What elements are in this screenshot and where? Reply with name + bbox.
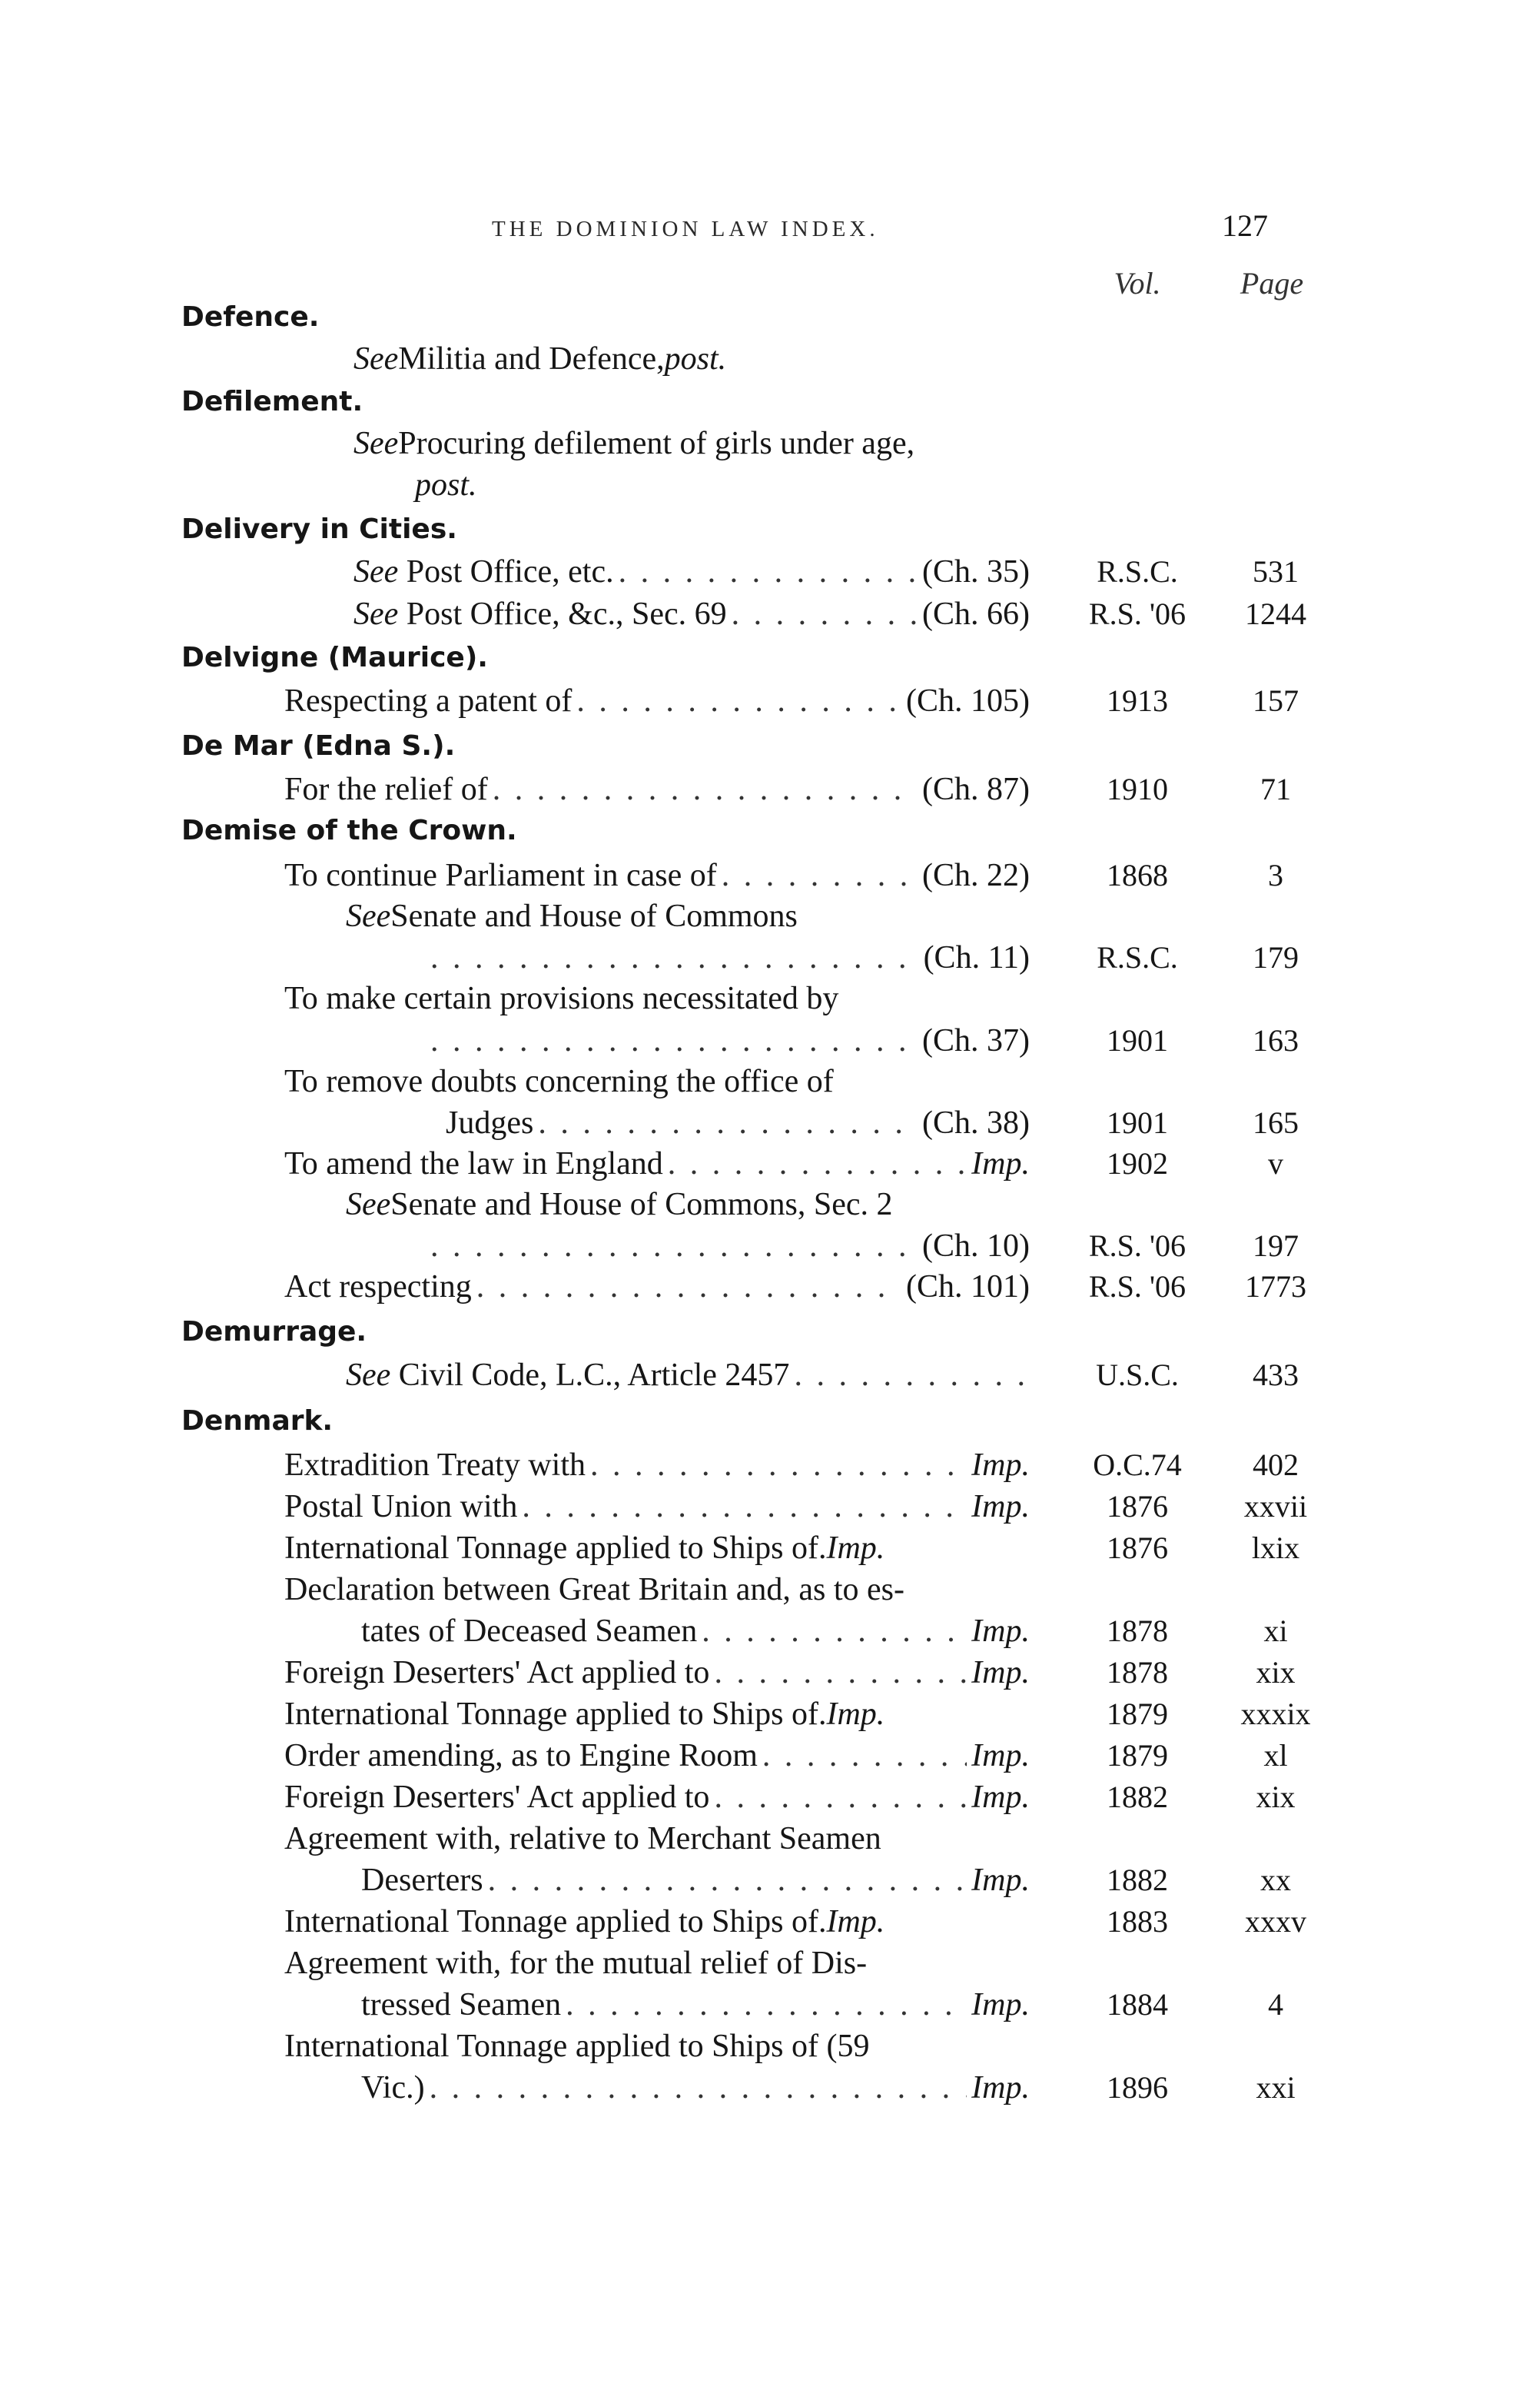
volume-value: 1878: [1107, 1655, 1168, 1690]
entry-heading: Defence.: [181, 301, 320, 333]
page-value: 197: [1253, 1228, 1299, 1263]
entry-line: tressed Seamen . . . Imp.: [361, 1986, 1030, 2023]
page-value: xxi: [1256, 2070, 1296, 2105]
entry-line: Declaration between Great Britain and, as to es-: [284, 1572, 905, 1607]
entry-line: Agreement with, relative to Merchant Seamen: [284, 1821, 881, 1856]
entry-line: Deserters . . . Imp.: [361, 1862, 1030, 1899]
volume-value: 1878: [1107, 1614, 1168, 1648]
page-value: xxxix: [1240, 1697, 1311, 1731]
volume-value: 1884: [1107, 1987, 1168, 2022]
entry-heading: Denmark.: [181, 1405, 334, 1437]
volume-value: 1879: [1107, 1697, 1168, 1731]
entry-line: Foreign Deserters' Act applied to . . . Imp.: [284, 1654, 1030, 1691]
volume-value: 1868: [1107, 858, 1168, 892]
entry-line: Agreement with, for the mutual relief of Dis-: [284, 1946, 868, 1981]
entry-line: . . . (Ch. 10): [430, 1228, 1030, 1265]
entry-heading: Defilement.: [181, 386, 363, 417]
entry-line: Order amending, as to Engine Room . . . Imp.: [284, 1737, 1030, 1774]
running-title: THE DOMINION LAW INDEX.: [492, 217, 879, 241]
page-value: lxix: [1251, 1531, 1300, 1565]
entry-line: Act respecting . . . (Ch. 101): [284, 1268, 1030, 1305]
entry-heading: Delivery in Cities.: [181, 513, 457, 545]
volume-value: R.S.C.: [1097, 554, 1178, 589]
entry-line: International Tonnage applied to Ships of. Imp.: [284, 1697, 885, 1732]
entry-line: post.: [415, 467, 477, 503]
volume-value: U.S.C.: [1096, 1358, 1179, 1392]
entry-heading: De Mar (Edna S.).: [181, 730, 456, 762]
entry-line: To remove doubts concerning the office of: [284, 1064, 834, 1099]
entry-line: tates of Deceased Seamen . . . Imp.: [361, 1613, 1030, 1650]
entry-line: Foreign Deserters' Act applied to . . . Imp.: [284, 1779, 1030, 1816]
entry-line: For the relief of . . . (Ch. 87): [284, 771, 1030, 808]
volume-value: 1901: [1107, 1105, 1168, 1140]
volume-value: O.C.74: [1093, 1447, 1182, 1482]
column-header-vol: Vol.: [1114, 266, 1161, 301]
volume-value: R.S. '06: [1088, 1228, 1187, 1263]
entry-line: . . . (Ch. 11): [430, 939, 1030, 976]
entry-line: To amend the law in England . . . Imp.: [284, 1145, 1030, 1182]
entry-line: See Procuring defilement of girls under age,: [353, 426, 915, 461]
page-number: 127: [1222, 208, 1268, 243]
entry-line: See Militia and Defence, post.: [353, 341, 727, 377]
entry-line: To make certain provisions necessitated by: [284, 981, 839, 1016]
page-value: 4: [1268, 1987, 1283, 2022]
entry-line: See Senate and House of Commons, Sec. 2: [346, 1187, 893, 1222]
entry-line: . . . (Ch. 37): [430, 1022, 1030, 1059]
entry-line: To continue Parliament in case of . . . (Ch. 22): [284, 857, 1030, 894]
entry-line: Extradition Treaty with . . . Imp.: [284, 1447, 1030, 1484]
volume-value: 1901: [1107, 1023, 1168, 1058]
volume-value: R.S. '06: [1088, 597, 1187, 631]
volume-value: 1902: [1107, 1146, 1168, 1181]
page-value: 1244: [1245, 597, 1306, 631]
page-value: 163: [1253, 1023, 1299, 1058]
volume-value: R.S. '06: [1088, 1269, 1187, 1304]
page-value: 1773: [1245, 1269, 1306, 1304]
page-value: 433: [1253, 1358, 1299, 1392]
entry-heading: Demise of the Crown.: [181, 815, 517, 846]
volume-value: 1879: [1107, 1738, 1168, 1773]
entry-line: See Civil Code, L.C., Article 2457 . . .: [346, 1357, 1030, 1394]
entry-heading: Delvigne (Maurice).: [181, 642, 488, 673]
page-value: 402: [1253, 1447, 1299, 1482]
volume-value: 1883: [1107, 1904, 1168, 1939]
page-value: xxxv: [1245, 1904, 1306, 1939]
entry-line: Respecting a patent of . . . (Ch. 105): [284, 683, 1030, 720]
page-value: 179: [1253, 940, 1299, 975]
volume-value: 1896: [1107, 2070, 1168, 2105]
page-value: xix: [1256, 1655, 1296, 1690]
volume-value: 1913: [1107, 683, 1168, 718]
volume-value: 1882: [1107, 1780, 1168, 1814]
page-value: xx: [1260, 1863, 1291, 1897]
page-value: xl: [1263, 1738, 1288, 1773]
entry-line: See Post Office, etc. . . . (Ch. 35): [353, 553, 1030, 590]
page-value: 157: [1253, 683, 1299, 718]
entry-line: International Tonnage applied to Ships of. Imp.: [284, 1531, 885, 1566]
volume-value: R.S.C.: [1097, 940, 1178, 975]
volume-value: 1876: [1107, 1531, 1168, 1565]
page-value: 3: [1268, 858, 1283, 892]
page-value: xix: [1256, 1780, 1296, 1814]
page-value: 531: [1253, 554, 1299, 589]
page-value: v: [1268, 1146, 1283, 1181]
column-header-page: Page: [1240, 266, 1304, 301]
page-value: xi: [1263, 1614, 1288, 1648]
volume-value: 1882: [1107, 1863, 1168, 1897]
entry-heading: Demurrage.: [181, 1316, 367, 1348]
volume-value: 1876: [1107, 1489, 1168, 1524]
entry-line: See Senate and House of Commons: [346, 899, 798, 934]
entry-line: Judges . . . (Ch. 38): [446, 1105, 1030, 1142]
entry-line: International Tonnage applied to Ships of (59: [284, 2029, 870, 2064]
entry-line: Postal Union with . . . Imp.: [284, 1488, 1030, 1525]
entry-line: See Post Office, &c., Sec. 69 . . . (Ch. 66): [353, 596, 1030, 633]
page-value: xxvii: [1243, 1489, 1308, 1524]
page-value: 71: [1260, 772, 1291, 806]
page-value: 165: [1253, 1105, 1299, 1140]
entry-line: International Tonnage applied to Ships of. Imp.: [284, 1904, 885, 1939]
entry-line: Vic.) . . . Imp.: [361, 2069, 1030, 2106]
volume-value: 1910: [1107, 772, 1168, 806]
